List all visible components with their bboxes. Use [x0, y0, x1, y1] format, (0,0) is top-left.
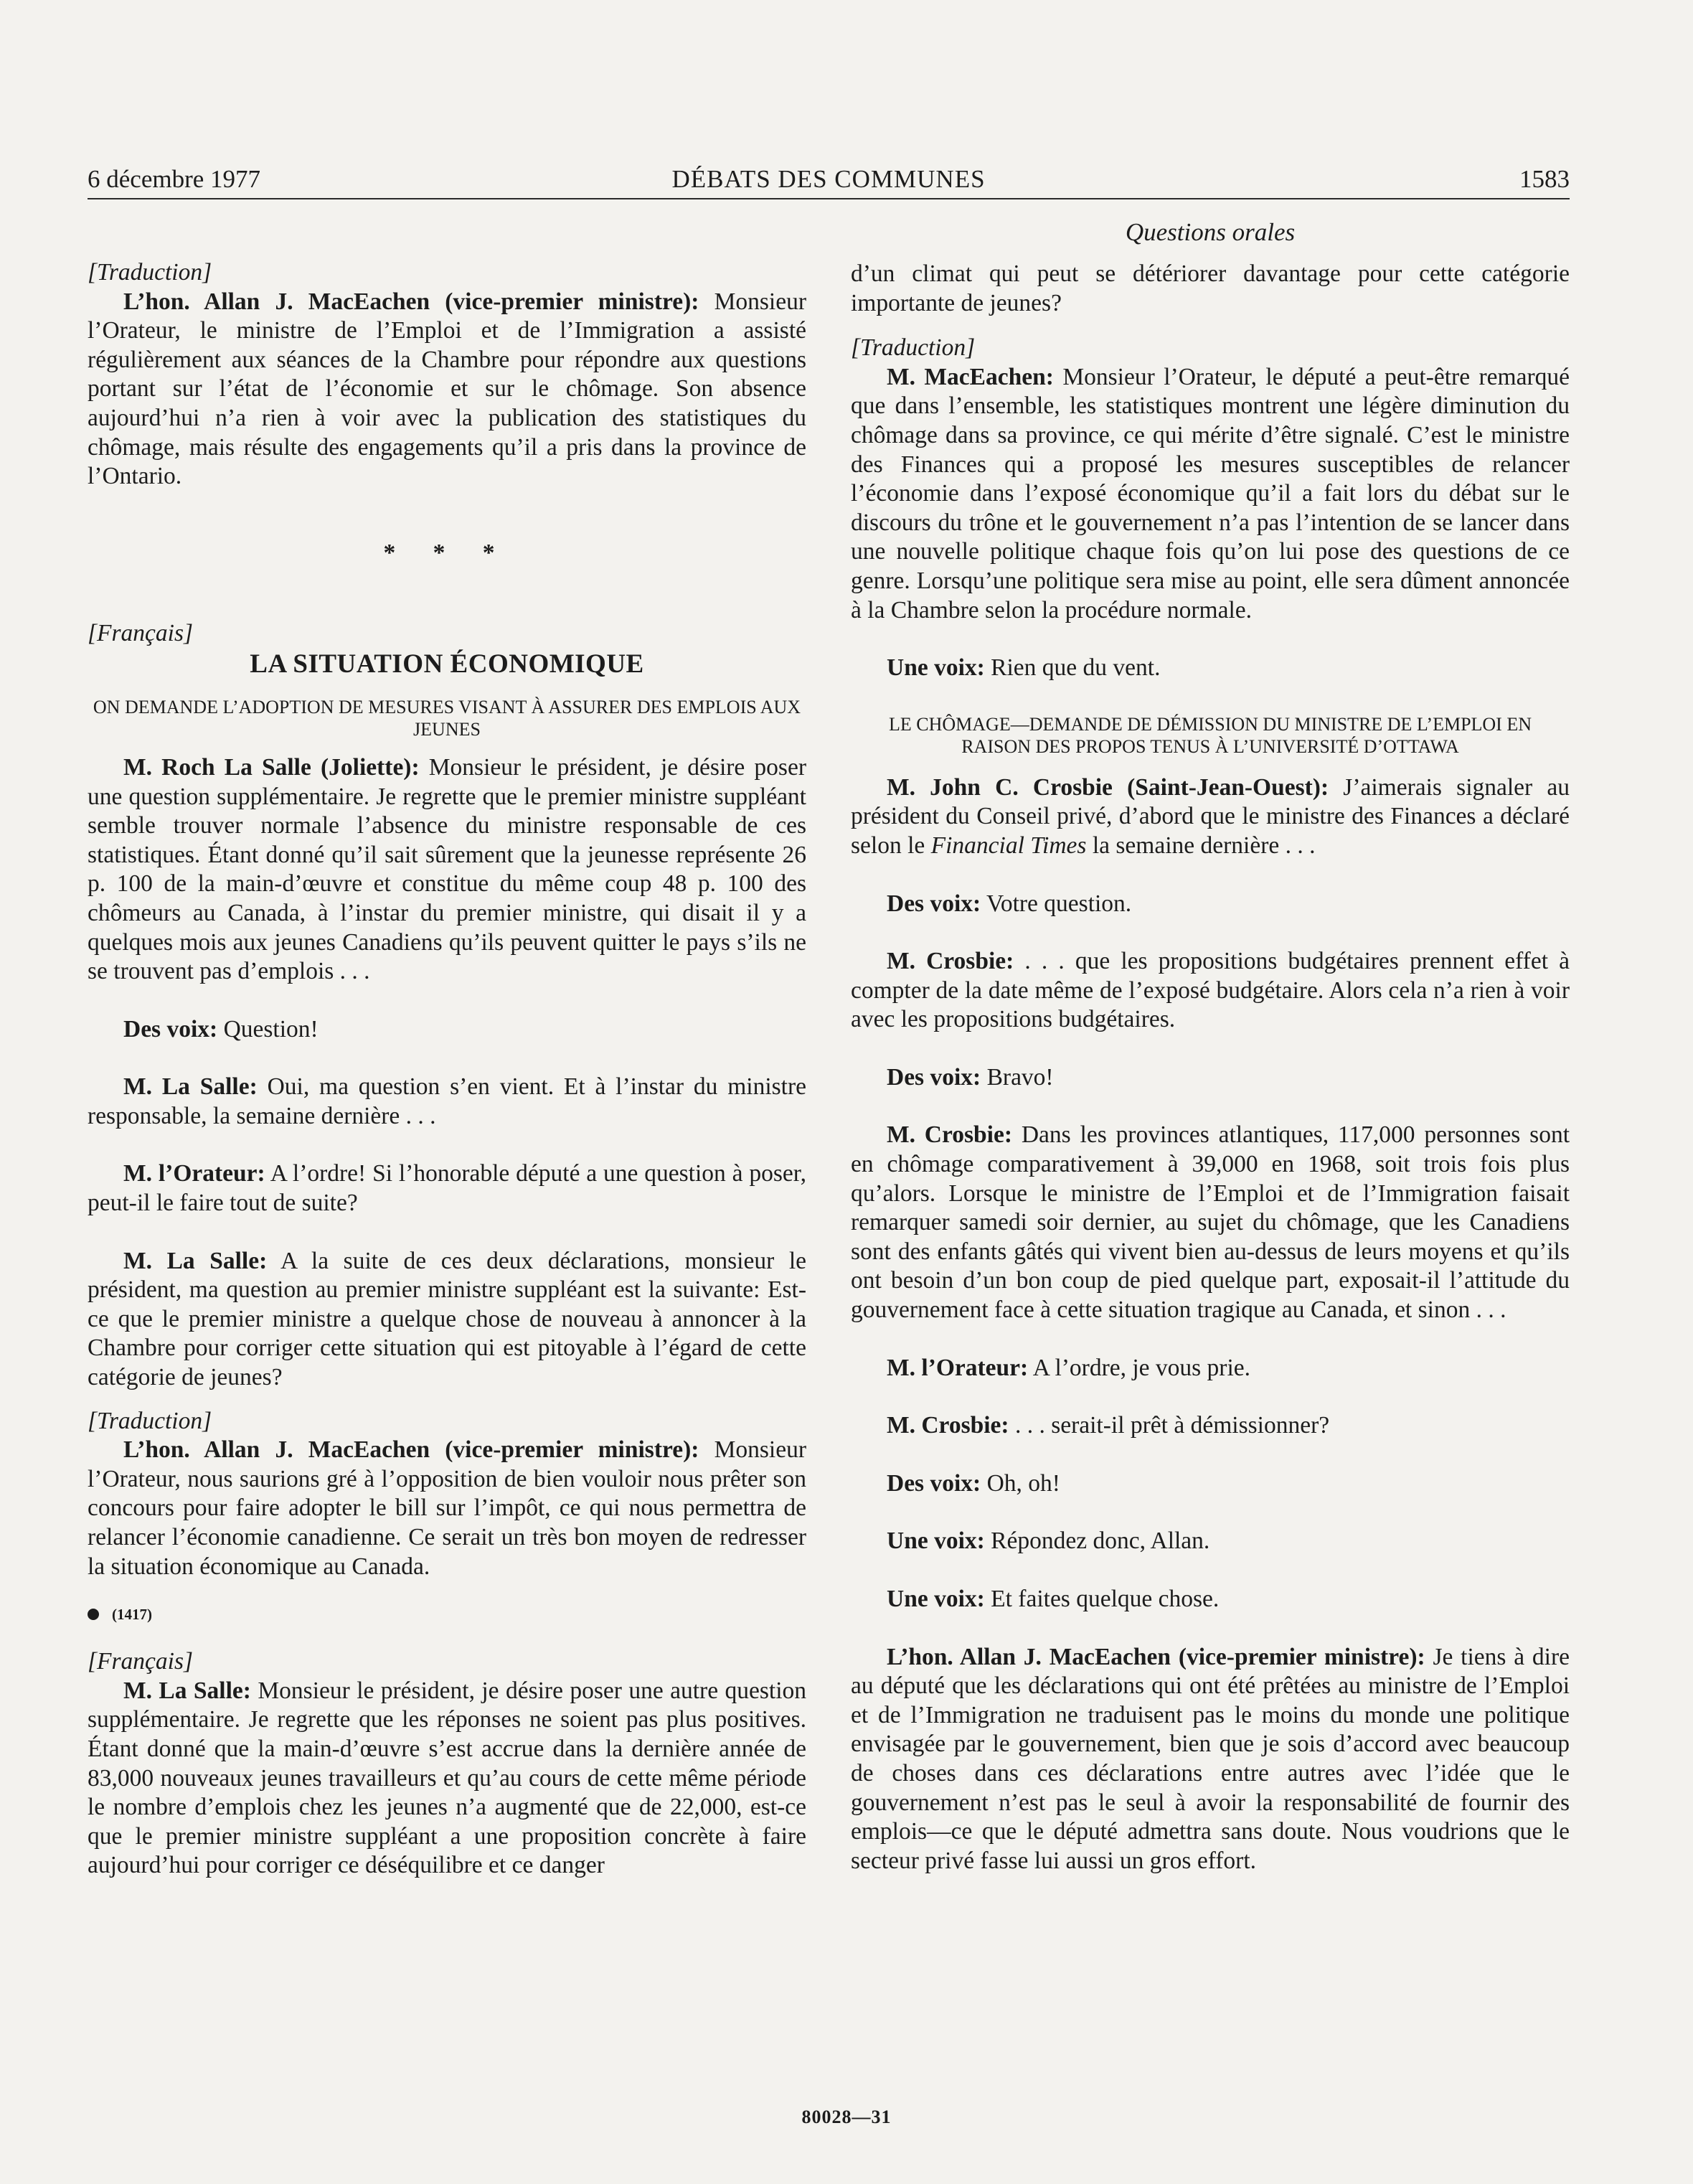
speech-text: A l’ordre, je vous prie. [1028, 1354, 1251, 1381]
speech-paragraph [851, 1469, 1570, 1499]
speaker-name: M. La Salle: [123, 1677, 251, 1704]
section-heading: LA SITUATION ÉCONOMIQUE [250, 649, 644, 679]
left-column [88, 258, 806, 1881]
speaker-name: Une voix: [887, 654, 985, 682]
speech-text: A la suite de ces deux déclarations, monsieur le président, ma question au premier ministre suppléant est la suivante: Est-ce que le premier ministre a quelque chose de nouveau à annoncer à la Chambre pour corriger cette situation qui est pitoyable à l’égard de cette catégorie de jeunes? [88, 1247, 806, 1391]
speech-paragraph [851, 890, 1570, 919]
speech-text: Votre question. [981, 890, 1132, 917]
speech-text: Et faites quelque chose. [984, 1586, 1220, 1612]
speech-paragraph [88, 1436, 806, 1581]
speech-paragraph [851, 1643, 1570, 1876]
sub-heading: ON DEMANDE L’ADOPTION DE MESURES VISANT À ASSURER DES EMPLOIS AUX JEUNES [93, 696, 801, 740]
speaker-name: M. Roch La Salle (Joliette): [123, 753, 420, 781]
speech-text: Rien que du vent. [984, 654, 1161, 682]
speech-paragraph [88, 288, 806, 491]
speech-paragraph [88, 1073, 806, 1131]
speech-paragraph [88, 753, 806, 987]
speech-paragraph [88, 1015, 806, 1045]
right-column [851, 260, 1570, 1875]
speech-paragraph [851, 947, 1570, 1035]
speech-text: Je tiens à dire au député que les déclarations qui ont été prêtées au ministre de l’Emploi et de l’Immigration ne traduisent pas le moins du monde une politique envisagée par le gouvernement, bien que je sois d’accord avec beaucoup de choses dans ces déclarations entre autres avec l’idée que le gouvernement n’est pas le seul à avoir la responsabilité de fournir des emplois—ce que le député admettra sans doute. Nous voudrions que le secteur privé fasse lui aussi un gros effort. [851, 1643, 1570, 1874]
section-label: Questions orales [1125, 218, 1296, 246]
speaker-name: Des voix: [887, 1063, 981, 1091]
speech-text: Oui, ma question s’en vient. Et à l’instar du ministre responsable, la semaine dernière . . . [88, 1073, 807, 1129]
language-tag: [Traduction] [88, 1407, 212, 1434]
speech-paragraph [851, 1411, 1570, 1441]
header-rule [88, 198, 1570, 199]
speaker-name: M. l’Orateur: [887, 1354, 1029, 1381]
language-tag: [Français] [88, 620, 194, 647]
bullet-icon [88, 1609, 99, 1620]
sub-heading: LE CHÔMAGE—DEMANDE DE DÉMISSION DU MINISTRE DE L’EMPLOI EN RAISON DES PROPOS TENUS À L’UNIVERSITÉ D’OTTAWA [889, 713, 1532, 757]
speech-text: Dans les provinces atlantiques, 117,000 personnes sont en chômage comparativement à 39,000 en 1968, soit trois fois plus qu’alors. Lorsque le ministre de l’Emploi et de l’Immigration faisait remarquer samedi soir dernier, au sujet du chômage, que les Canadiens sont des enfants gâtés qui vivent bien au-dessus de leurs moyens et qu’ils ont besoin d’un bon coup de pied quelque part, exposait-il l’attitude du gouvernement face à cette situation tragique au Canada, et sinon . . . [851, 1121, 1570, 1324]
speaker-name: Des voix: [887, 890, 981, 917]
speaker-name: Une voix: [887, 1586, 985, 1612]
speech-paragraph [851, 654, 1570, 683]
speaker-name: M. Crosbie: [887, 1412, 1009, 1439]
publication-title: Financial Times [930, 832, 1087, 859]
speaker-name: L’hon. Allan J. MacEachen (vice-premier ministre): [887, 1643, 1425, 1670]
speech-paragraph [851, 773, 1570, 861]
header-date: 6 décembre 1977 [88, 165, 261, 193]
speech-text: Monsieur le président, je désire poser une autre question supplémentaire. Je regrette que les réponses ne soient pas plus positives. Étant donné que la main-d’œuvre s’est accrue dans la dernière année de 83,000 nouveaux jeunes travailleurs et qu’au cours de cette même période le nombre d’emplois chez les jeunes n’a augmenté que de 22,000, est-ce que le premier ministre suppléant a une proposition concrète à faire aujourd’hui pour corriger ce déséquilibre et ce danger [88, 1677, 807, 1879]
speech-paragraph [851, 1585, 1570, 1614]
speech-paragraph [851, 1121, 1570, 1324]
speaker-name: Une voix: [887, 1528, 985, 1555]
speech-text: Monsieur le président, je désire poser une question supplémentaire. Je regrette que le premier ministre suppléant semble trouver normale l’absence du ministre responsable de ces statistiques. Étant donné qu’il sait sûrement que la jeunesse représente 26 p. 100 de la main-d’œuvre et constitue du même coup 48 p. 100 des chômeurs au Canada, à l’instar du premier ministre, qui disait il y a quelques mois aux jeunes Canadiens qu’ils peuvent quitter le pays s’ils ne se trouvent pas d’emplois . . . [88, 753, 806, 985]
header-title: DÉBATS DES COMMUNES [671, 165, 986, 193]
speech-text: Bravo! [981, 1063, 1054, 1091]
speaker-name: M. Crosbie: [887, 1121, 1013, 1149]
speech-text: Monsieur l’Orateur, le député a peut-être remarqué que dans l’ensemble, les statistiques montrent une légère diminution du chômage dans sa province, ce qui mérite d’être signalé. C’est le ministre des Finances qui a proposé les mesures susceptibles de relancer l’économie dans l’exposé économique qu’il a fait lors du débat sur le discours du trône et le gouvernement n’a pas l’intention de se lancer dans une nouvelle politique chaque fois qu’on lui pose des questions de ce genre. Lorsqu’une politique sera mise au point, elle sera dûment annoncée à la Chambre selon la procédure normale. [851, 363, 1570, 623]
speech-text: Monsieur l’Orateur, le ministre de l’Emploi et de l’Immigration a assisté régulièrement aux séances de la Chambre pour répondre aux questions portant sur l’état de l’économie et sur le chômage. Son absence aujourd’hui n’a rien à voir avec la publication des statistiques du chômage, mais résulte des engagements qu’il a pris dans la province de l’Ontario. [88, 288, 806, 490]
speaker-name: Des voix: [123, 1015, 218, 1042]
speech-paragraph [851, 1527, 1570, 1556]
time-marker-text: (1417) [112, 1606, 152, 1624]
language-tag: [Traduction] [851, 334, 976, 362]
speech-text: Oh, oh! [981, 1469, 1060, 1497]
speech-text: la semaine dernière . . . [1086, 832, 1316, 859]
speech-text: J’aimerais signaler au président du Conseil privé, d’abord que le ministre des Finances a déclaré selon le [851, 773, 1570, 859]
speech-text: Monsieur l’Orateur, nous saurions gré à l’opposition de bien vouloir nous prêter son concours pour faire adopter le bill sur l’impôt, ce qui nous permettra de relancer l’économie canadienne. Ce serait un très bon moyen de redresser la situation économique au Canada. [88, 1436, 806, 1580]
running-head [88, 164, 1570, 201]
speech-text: . . . que les propositions budgétaires prennent effet à compter de la date même de l’exposé budgétaire. Alors cela n’a rien à voir avec les propositions budgétaires. [851, 948, 1570, 1033]
speaker-name: Des voix: [887, 1469, 981, 1497]
speech-text: . . . serait-il prêt à démissionner? [1009, 1412, 1330, 1439]
speaker-name: M. MacEachen: [887, 363, 1054, 390]
speech-text: Répondez donc, Allan. [984, 1528, 1210, 1555]
speech-paragraph [88, 1159, 806, 1218]
language-tag: [Traduction] [88, 259, 212, 286]
speaker-name: L’hon. Allan J. MacEachen (vice-premier ministre): [123, 1436, 699, 1464]
speech-paragraph [851, 363, 1570, 625]
speaker-name: L’hon. Allan J. MacEachen (vice-premier ministre): [123, 288, 699, 315]
speech-continuation: d’un climat qui peut se détériorer davantage pour cette catégorie importante de jeunes? [851, 260, 1570, 316]
speech-paragraph [88, 1677, 806, 1881]
folio-number: 80028—31 [801, 2107, 892, 2127]
language-tag: [Français] [88, 1648, 194, 1675]
speech-paragraph [851, 1063, 1570, 1093]
speaker-name: M. l’Orateur: [123, 1160, 265, 1187]
speaker-name: M. La Salle: [123, 1247, 268, 1274]
section-separator: * * * [383, 539, 511, 566]
speaker-name: M. John C. Crosbie (Saint-Jean-Ouest): [887, 773, 1329, 801]
speech-text: Question! [217, 1015, 319, 1042]
speech-text: A l’ordre! Si l’honorable député a une question à poser, peut-il le faire tout de suite? [88, 1160, 806, 1217]
speaker-name: M. Crosbie: [887, 948, 1014, 975]
time-marker [88, 1600, 806, 1629]
speech-paragraph [851, 1354, 1570, 1383]
speech-paragraph [88, 1247, 806, 1393]
header-page-number: 1583 [1519, 165, 1570, 193]
speaker-name: M. La Salle: [123, 1073, 258, 1101]
